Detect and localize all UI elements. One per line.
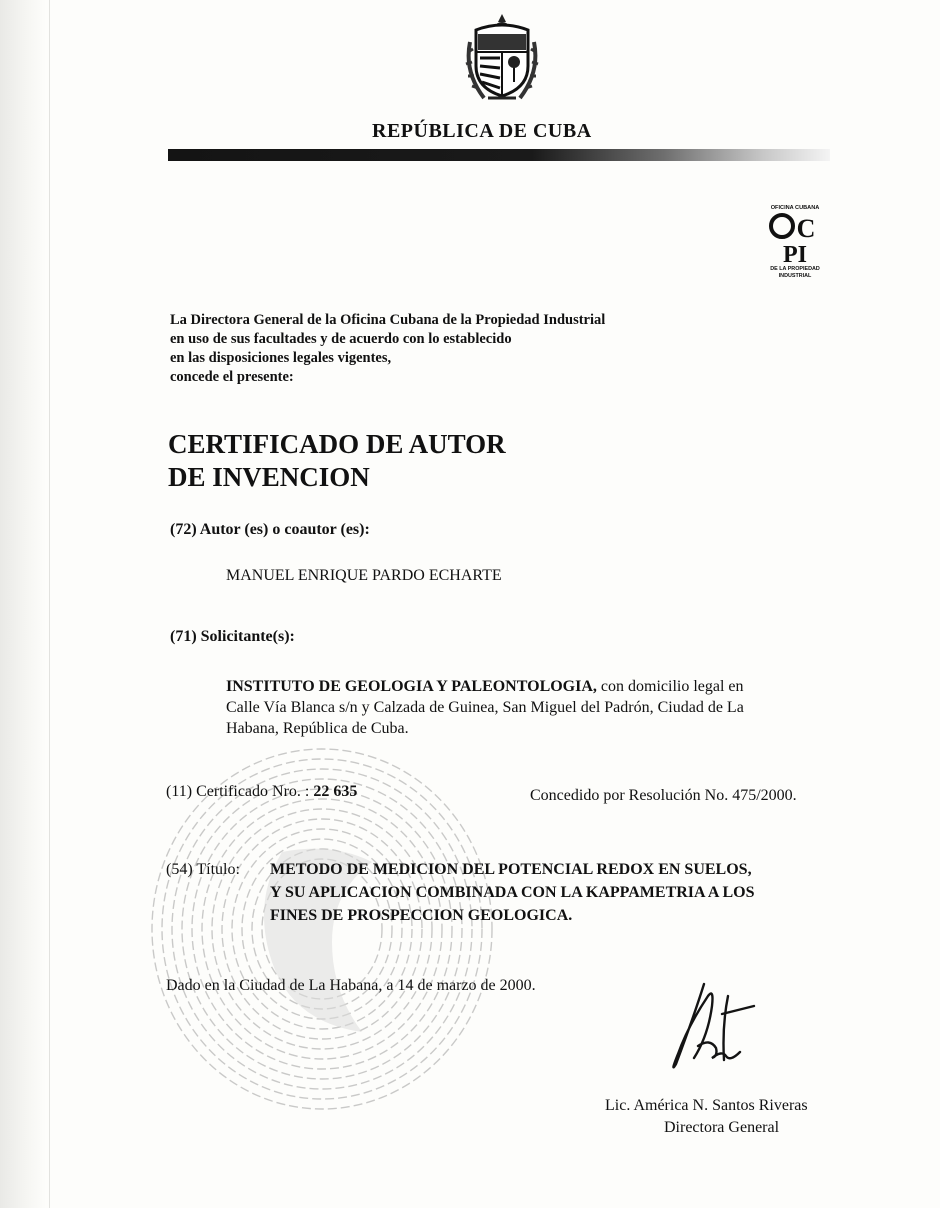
certificate-number-row <box>166 782 357 802</box>
document-title <box>168 428 506 494</box>
coat-of-arms-icon <box>462 12 542 104</box>
logo-bottom-text-1: DE LA PROPIEDAD <box>770 266 820 272</box>
intro-line: en uso de sus facultades y de acuerdo con lo establecido <box>170 331 512 347</box>
authors-label: (72) Autor (es) o coautor (es): <box>170 521 370 538</box>
scan-edge <box>49 0 50 1208</box>
applicant-address-line: Calle Vía Blanca s/n y Calzada de Guinea, San Miguel del Padrón, Ciudad de La <box>226 699 744 716</box>
intro-paragraph <box>170 311 605 387</box>
logo-bottom-text-2: INDUSTRIAL <box>778 273 812 279</box>
invention-title-line: METODO DE MEDICION DEL POTENCIAL REDOX EN SUELOS, <box>270 861 752 878</box>
authors-value: MANUEL ENRIQUE PARDO ECHARTE <box>226 567 502 584</box>
intro-line: La Directora General de la Oficina Cubana de la Propiedad Industrial <box>170 312 606 328</box>
applicant-name: INSTITUTO DE GEOLOGIA Y PALEONTOLOGIA, <box>226 678 597 695</box>
applicant-first-line <box>226 677 744 697</box>
applicant-address-line: con domicilio legal en <box>600 678 744 695</box>
logo-top-text: OFICINA CUBANA <box>770 205 820 211</box>
svg-text:PI: PI <box>783 242 807 268</box>
certificate-number: 22 635 <box>313 783 358 800</box>
invention-title-line: FINES DE PROSPECCION GEOLOGICA. <box>270 907 573 924</box>
certificate-number-label: (11) Certificado Nro. : <box>166 783 310 800</box>
country-heading: REPÚBLICA DE CUBA <box>372 120 592 142</box>
issue-date-text: Dado en la Ciudad de La Habana, a 14 de marzo de 2000. <box>166 977 536 994</box>
invention-title-label: (54) Título: <box>166 861 240 878</box>
scan-shadow <box>0 0 46 1208</box>
signatory-name: Lic. América N. Santos Riveras <box>605 1097 808 1114</box>
title-line-2: DE INVENCION <box>168 462 370 492</box>
svg-text:C: C <box>796 214 816 243</box>
signature-image <box>664 976 764 1076</box>
title-line-1: CERTIFICADO DE AUTOR <box>168 429 506 459</box>
applicant-label: (71) Solicitante(s): <box>170 628 295 645</box>
applicant-address-line: Habana, República de Cuba. <box>226 720 409 737</box>
intro-line: en las disposiciones legales vigentes, <box>170 350 392 366</box>
signatory-position: Directora General <box>664 1119 780 1136</box>
invention-title-line: Y SU APLICACION COMBINADA CON LA KAPPAMETRIA A LOS <box>270 884 755 901</box>
header-rule <box>168 149 830 161</box>
intro-line: concede el presente: <box>170 369 294 385</box>
ocpi-logo <box>752 202 838 282</box>
resolution-text: Concedido por Resolución No. 475/2000. <box>530 787 797 804</box>
